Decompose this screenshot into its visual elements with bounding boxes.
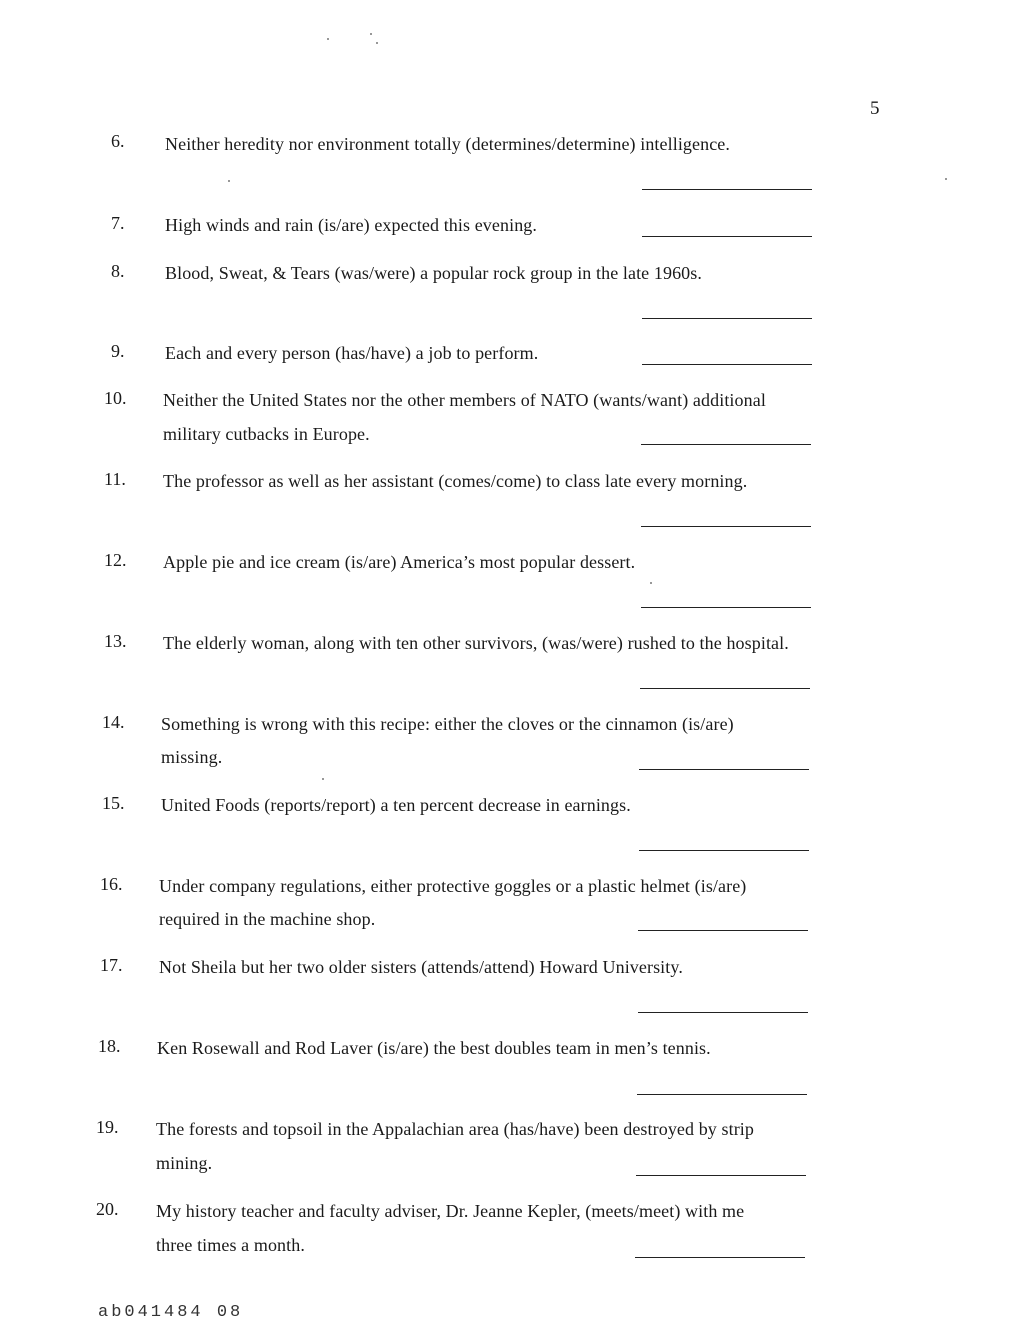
item-number: 16. — [100, 874, 123, 894]
answer-blank[interactable] — [641, 444, 811, 445]
scan-speck — [370, 33, 372, 35]
answer-blank[interactable] — [642, 236, 812, 237]
item-text: Blood, Sweat, & Tears (was/were) a popular rock group in the late 1960s. — [165, 263, 702, 283]
answer-blank[interactable] — [639, 769, 809, 770]
item-number: 8. — [111, 261, 125, 281]
footer-document-code: ab041484 08 — [98, 1303, 244, 1322]
item-text: My history teacher and faculty adviser, Dr. Jeanne Kepler, (meets/meet) with me — [156, 1201, 745, 1221]
item-number: 6. — [111, 131, 125, 151]
item-text: mining. — [156, 1153, 213, 1173]
item-number: 18. — [98, 1036, 121, 1056]
answer-blank[interactable] — [636, 1175, 806, 1176]
answer-blank[interactable] — [638, 1012, 808, 1013]
item-text: United Foods (reports/report) a ten percent decrease in earnings. — [161, 795, 631, 815]
item-number: 9. — [111, 341, 125, 361]
item-number: 20. — [96, 1199, 119, 1219]
item-number: 12. — [104, 550, 127, 570]
item-text: missing. — [161, 747, 223, 767]
item-number: 14. — [102, 712, 125, 732]
answer-blank[interactable] — [639, 850, 809, 851]
answer-blank[interactable] — [641, 607, 811, 608]
answer-blank[interactable] — [638, 930, 808, 931]
answer-blank[interactable] — [642, 318, 812, 319]
item-text: Neither the United States nor the other members of NATO (wants/want) additional — [163, 390, 766, 410]
scan-speck — [322, 778, 324, 780]
item-number: 11. — [104, 469, 126, 489]
item-text: Neither heredity nor environment totally (determines/determine) intelligence. — [165, 134, 730, 154]
item-text: The forests and topsoil in the Appalachian area (has/have) been destroyed by strip — [156, 1119, 755, 1139]
answer-blank[interactable] — [641, 526, 811, 527]
item-text: Apple pie and ice cream (is/are) America’s most popular dessert. — [163, 552, 636, 572]
item-text: Ken Rosewall and Rod Laver (is/are) the best doubles team in men’s tennis. — [157, 1038, 711, 1058]
scan-speck — [945, 178, 947, 180]
item-text: The elderly woman, along with ten other survivors, (was/were) rushed to the hospital. — [163, 633, 789, 653]
item-text: required in the machine shop. — [159, 909, 376, 929]
scan-speck — [228, 180, 230, 182]
answer-blank[interactable] — [637, 1094, 807, 1095]
item-number: 13. — [104, 631, 127, 651]
item-number: 10. — [104, 388, 127, 408]
item-text: The professor as well as her assistant (comes/come) to class late every morning. — [163, 471, 748, 491]
item-number: 15. — [102, 793, 125, 813]
item-text: Not Sheila but her two older sisters (attends/attend) Howard University. — [159, 957, 683, 977]
answer-blank[interactable] — [635, 1257, 805, 1258]
item-text: three times a month. — [156, 1235, 305, 1255]
item-number: 7. — [111, 213, 125, 233]
item-number: 19. — [96, 1117, 119, 1137]
item-number: 17. — [100, 955, 123, 975]
item-text: Something is wrong with this recipe: either the cloves or the cinnamon (is/are) — [161, 714, 734, 734]
answer-blank[interactable] — [640, 688, 810, 689]
item-text: Each and every person (has/have) a job to perform. — [165, 343, 539, 363]
item-text: military cutbacks in Europe. — [163, 424, 370, 444]
answer-blank[interactable] — [642, 189, 812, 190]
scan-speck — [327, 38, 329, 40]
item-text: High winds and rain (is/are) expected this evening. — [165, 215, 537, 235]
scan-speck — [650, 582, 652, 584]
answer-blank[interactable] — [642, 364, 812, 365]
item-text: Under company regulations, either protective goggles or a plastic helmet (is/are) — [159, 876, 747, 896]
scan-speck — [376, 42, 378, 44]
page-number: 5 — [870, 98, 880, 119]
